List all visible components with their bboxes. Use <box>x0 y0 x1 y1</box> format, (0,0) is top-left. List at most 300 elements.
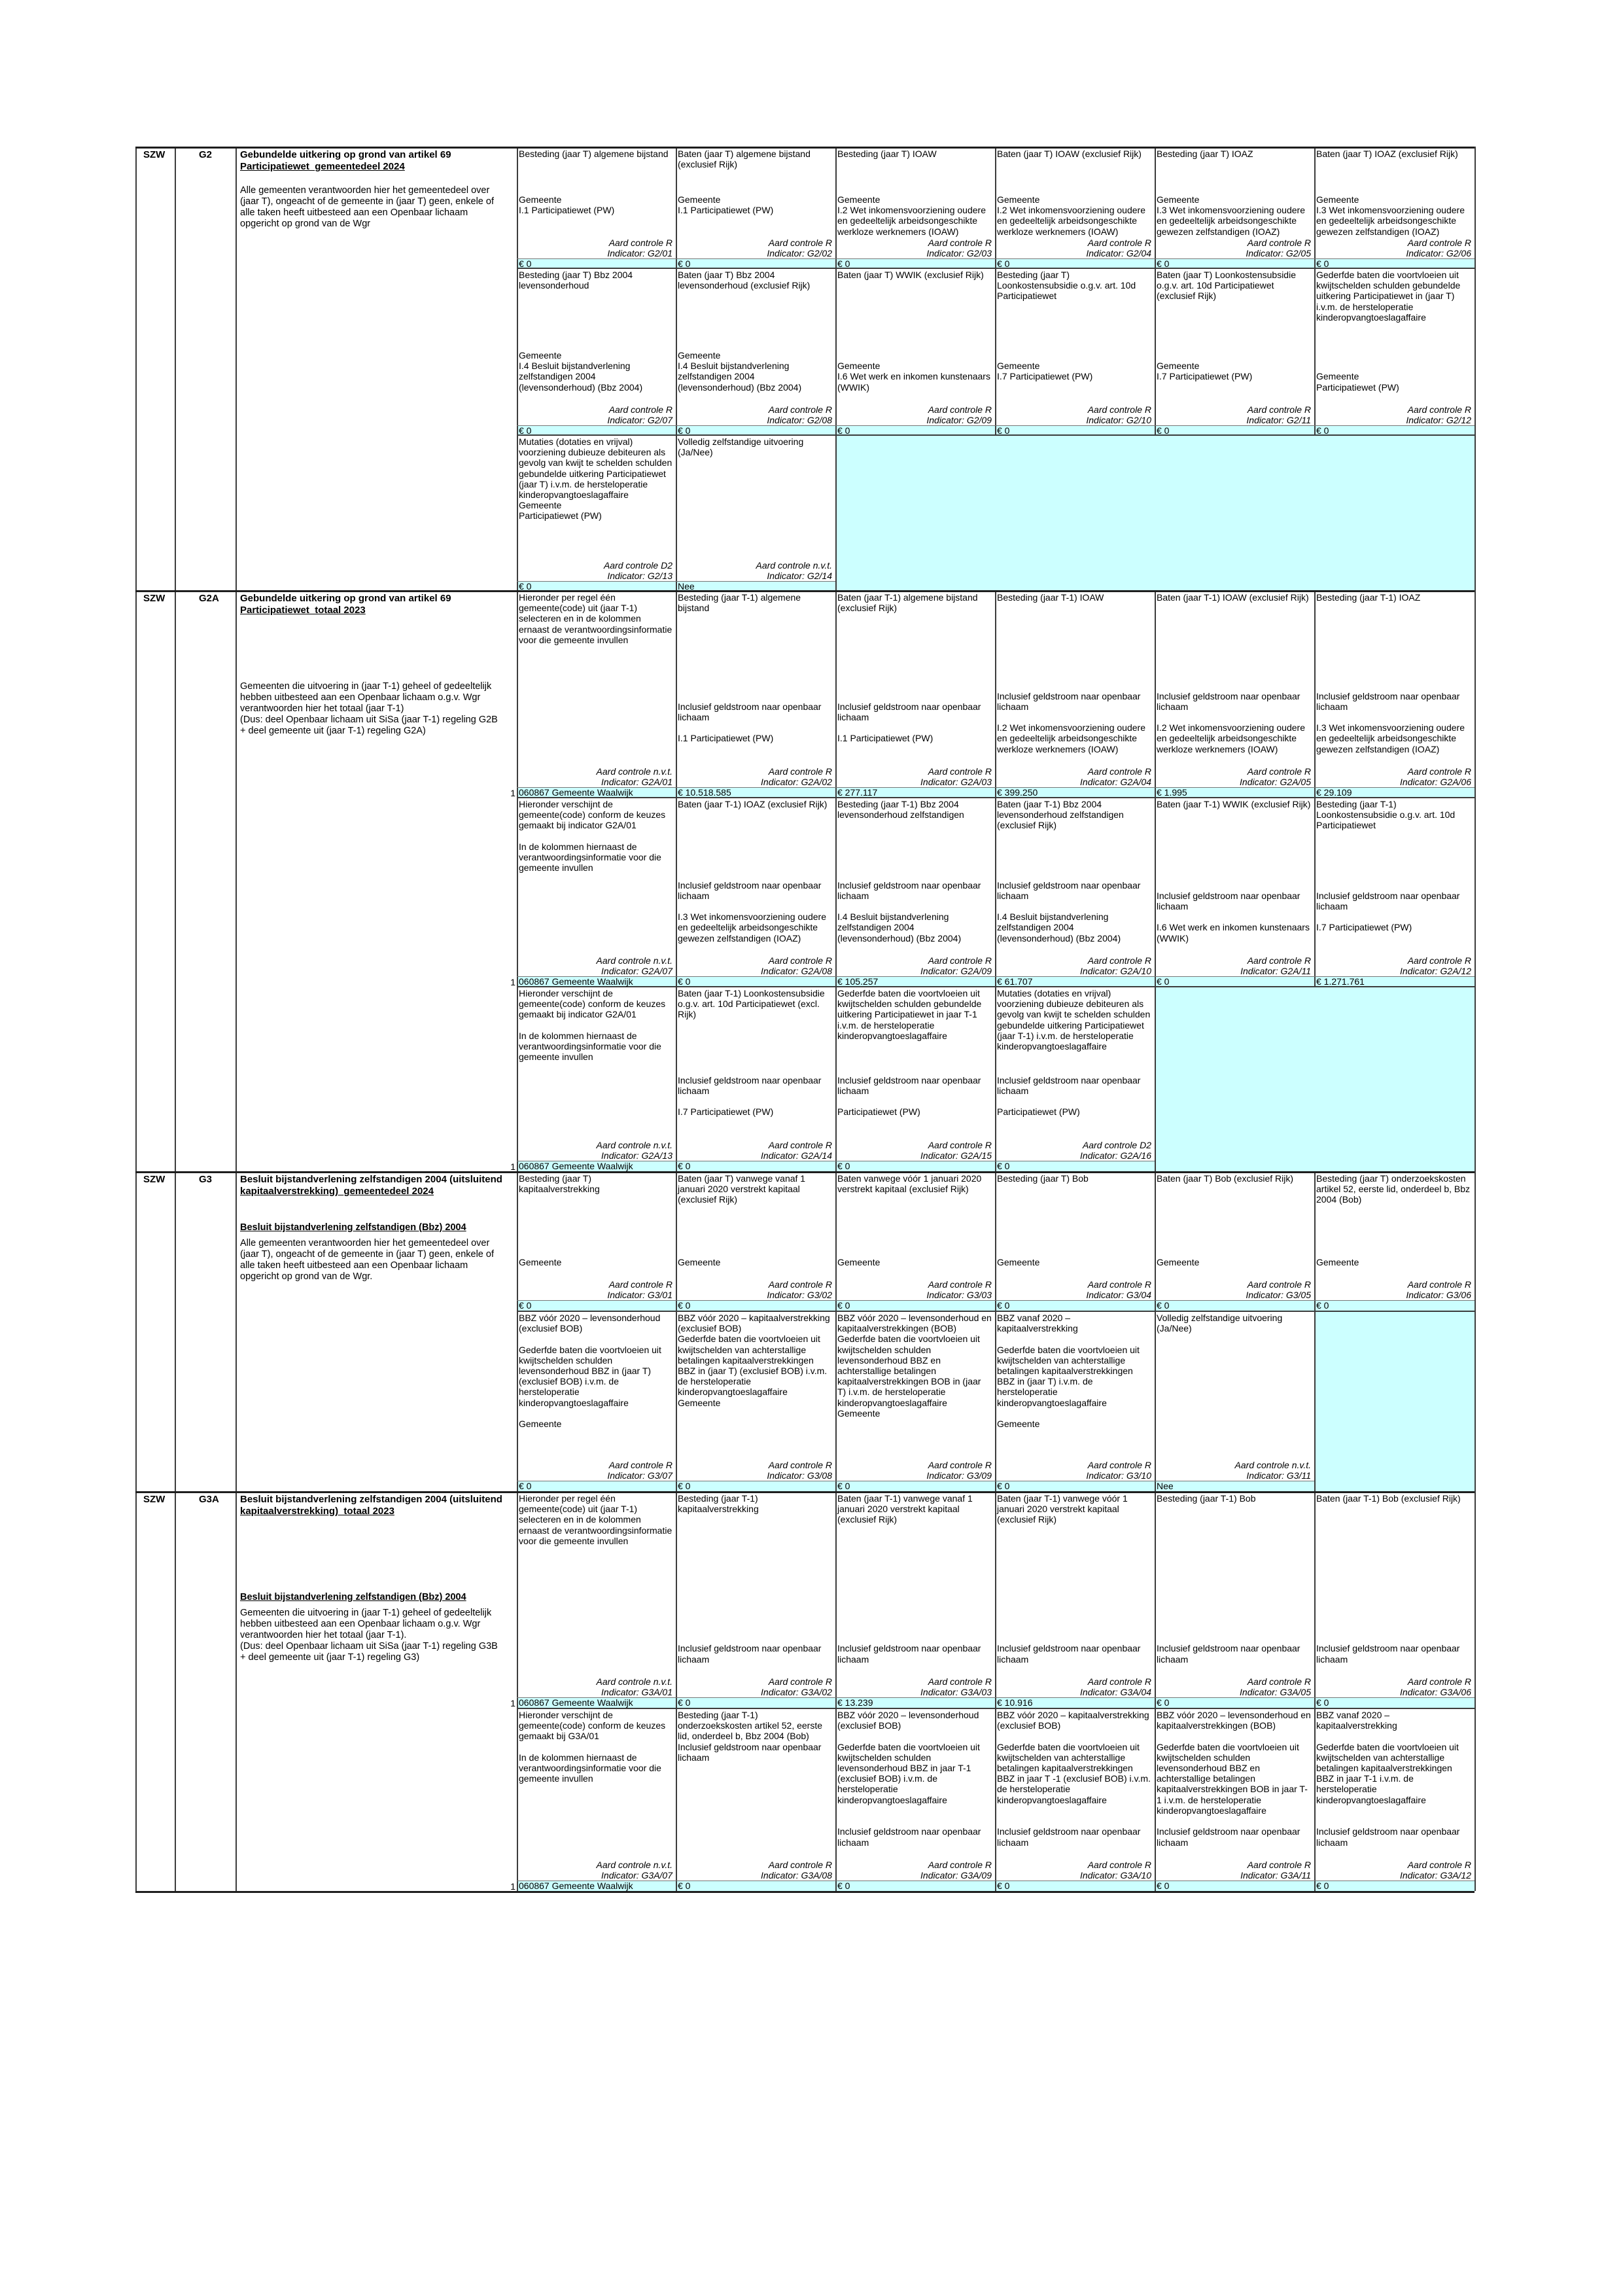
control-type: Aard controle R <box>1407 404 1471 415</box>
regulation-code: G3 <box>199 1174 213 1185</box>
indicator-code: Indicator: G3/04 <box>1086 1290 1151 1300</box>
control-type: Aard controle R <box>768 404 832 415</box>
indicator-value[interactable]: € 0 <box>678 1881 691 1891</box>
row-number: 1 <box>510 1161 515 1172</box>
indicator-value[interactable]: € 29.109 <box>1316 787 1352 798</box>
cell-label: Besteding (jaar T) onderzoekskosten artikel 52, eerste lid, onderdeel b, Bbz 2004 (Bob) <box>1316 1173 1471 1205</box>
indicator-code: Indicator: G2A/12 <box>1400 966 1471 976</box>
cell-sublabel: Gemeente I.7 Participatiewet (PW) <box>1157 361 1253 382</box>
cell-divider <box>995 147 996 268</box>
cell-sublabel: Inclusief geldstroom naar openbaar lichaam <box>1316 1643 1460 1665</box>
indicator-value[interactable]: 060867 Gemeente Waalwijk <box>519 1881 633 1891</box>
cell-sublabel: Gemeente Participatiewet (PW) <box>1316 371 1399 393</box>
indicator-value[interactable]: € 0 <box>837 1300 850 1311</box>
control-type: Aard controle R <box>928 1140 992 1150</box>
column-divider <box>135 147 137 1891</box>
indicator-cell <box>678 149 832 267</box>
ministry-label: SZW <box>143 593 166 604</box>
control-type: Aard controle R <box>768 1676 832 1687</box>
indicator-cell <box>519 270 672 434</box>
cell-label: Besteding (jaar T) Bbz 2004 levensonderhoud <box>519 270 633 291</box>
control-type: Aard controle R <box>928 1279 992 1290</box>
indicator-code: Indicator: G3/07 <box>607 1470 672 1481</box>
cell-label: Besteding (jaar T-1) Bbz 2004 levensonderhoud zelfstandigen <box>837 799 964 821</box>
indicator-cell <box>1157 1493 1311 1707</box>
indicator-value[interactable]: € 0 <box>1316 1881 1329 1891</box>
indicator-cell <box>519 436 672 590</box>
indicator-value[interactable]: 060867 Gemeente Waalwijk <box>519 976 633 987</box>
cell-label: Volledig zelfstandige uitvoering (Ja/Nee) <box>678 436 804 458</box>
indicator-cell <box>997 1710 1151 1890</box>
regulation-note <box>240 681 505 737</box>
indicator-value[interactable]: € 0 <box>678 976 691 987</box>
cell-sublabel: Gemeente I.2 Wet inkomensvoorziening oudere en gedeeltelijk arbeidsongeschikte werkloze werknemers (IOAW) <box>837 194 986 237</box>
indicator-cell <box>678 1173 832 1310</box>
control-type: Aard controle R <box>928 404 992 415</box>
cell-sublabel: Gemeente <box>1316 1256 1359 1267</box>
cell-label: BBZ vóór 2020 – levensonderhoud en kapitaalverstrekkingen (BOB) Gederfde baten die voortvloeien uit kwijtschelden schulden levensonderhoud BBZ en achterstallige betalingen kapitaalverstrekkingen BOB in (jaar T) i.v.m. de hersteloperatie kinderopvangtoeslagaffaire Gemeente <box>837 1313 992 1419</box>
cell-divider <box>676 1708 677 1891</box>
indicator-cell <box>837 1173 992 1310</box>
indicator-value[interactable]: Nee <box>678 581 695 592</box>
indicator-value[interactable]: € 13.239 <box>837 1697 873 1708</box>
indicator-code: Indicator: G3A/10 <box>1080 1870 1151 1881</box>
cell-sublabel: Gemeente I.1 Participatiewet (PW) <box>519 194 615 216</box>
cell-divider <box>1155 590 1156 797</box>
control-type: Aard controle D2 <box>1082 1140 1151 1150</box>
indicator-cell <box>837 1710 992 1890</box>
cell-label: Besteding (jaar T) IOAW <box>837 149 937 159</box>
indicator-code: Indicator: G3/10 <box>1086 1470 1151 1481</box>
control-type: Aard controle R <box>1247 766 1311 777</box>
indicator-code: Indicator: G2A/13 <box>601 1150 672 1161</box>
cell-label: Besteding (jaar T-1) Loonkostensubsidie o.g.v. art. 10d Participatiewet <box>1316 799 1456 831</box>
indicator-value[interactable]: € 0 <box>519 1481 532 1491</box>
column-divider <box>175 147 176 1891</box>
indicator-code: Indicator: G2A/14 <box>761 1150 832 1161</box>
indicator-value[interactable]: € 0 <box>837 1881 850 1891</box>
cell-sublabel: Inclusief geldstroom naar openbaar lichaam <box>837 1643 981 1665</box>
control-type: Aard controle R <box>1087 404 1151 415</box>
row-rule <box>517 268 1475 269</box>
control-type: Aard controle R <box>928 766 992 777</box>
indicator-cell <box>1157 149 1311 267</box>
control-type: Aard controle R <box>1087 1860 1151 1870</box>
cell-divider <box>676 797 677 986</box>
cell-sublabel: Inclusief geldstroom naar openbaar lichaam <box>997 1643 1141 1665</box>
control-type: Aard controle n.v.t. <box>1234 1460 1311 1470</box>
control-type: Aard controle R <box>928 955 992 966</box>
cell-label: Baten (jaar T) Bob (exclusief Rijk) <box>1157 1173 1294 1184</box>
indicator-code: Indicator: G2/03 <box>926 248 992 258</box>
title-line: kapitaalverstrekking)_gemeentedeel 2024 <box>240 1186 434 1197</box>
indicator-cell <box>837 799 992 985</box>
indicator-value[interactable]: Nee <box>1157 1481 1174 1491</box>
cell-label: Besteding (jaar T) IOAZ <box>1157 149 1253 159</box>
control-type: Aard controle R <box>1247 404 1311 415</box>
cell-divider <box>1155 1708 1156 1891</box>
regulation-note <box>240 1222 505 1282</box>
control-type: Aard controle R <box>1407 1860 1471 1870</box>
indicator-value[interactable]: € 0 <box>1157 258 1170 269</box>
regulation-title <box>240 149 505 173</box>
row-rule <box>517 1708 1475 1709</box>
indicator-value[interactable]: € 0 <box>997 425 1010 436</box>
cell-sublabel: Gemeente I.4 Besluit bijstandverlening zelfstandigen 2004 (levensonderhoud) (Bbz 2004) <box>519 350 643 393</box>
cell-divider <box>835 590 837 797</box>
indicator-code: Indicator: G2A/08 <box>761 966 832 976</box>
indicator-value[interactable]: € 1.995 <box>1157 787 1187 798</box>
indicator-value[interactable]: € 0 <box>519 1300 532 1311</box>
control-type: Aard controle R <box>1407 238 1471 248</box>
indicator-cell <box>519 1710 672 1890</box>
indicator-value[interactable]: € 0 <box>678 1697 691 1708</box>
indicator-value[interactable]: € 10.518.585 <box>678 787 731 798</box>
control-type: Aard controle R <box>1087 1460 1151 1470</box>
indicator-value[interactable]: € 0 <box>997 1161 1010 1171</box>
control-type: Aard controle R <box>1087 955 1151 966</box>
control-type: Aard controle R <box>1087 766 1151 777</box>
indicator-cell <box>519 149 672 267</box>
indicator-cell <box>837 988 992 1171</box>
indicator-cell <box>837 270 992 434</box>
row-number: 1 <box>510 977 515 987</box>
note-text: Gemeenten die uitvoering in (jaar T-1) geheel of gedeeltelijk hebben uitbesteed aan een Openbaar lichaam o.g.v. Wgr verantwoorden hier het totaal (jaar T-1). (Dus: deel Openbaar lichaam uit SiSa (jaar T-1) regeling G3B + deel gemeente uit (jaar T-1) regeling G3) <box>240 1608 498 1663</box>
control-type: Aard controle n.v.t. <box>596 766 672 777</box>
cell-label: Baten (jaar T-1) Bob (exclusief Rijk) <box>1316 1493 1461 1504</box>
cell-divider <box>1155 147 1156 268</box>
cell-sublabel: Gemeente <box>837 1256 881 1267</box>
control-type: Aard controle R <box>928 238 992 248</box>
indicator-value[interactable]: € 0 <box>519 258 532 269</box>
indicator-value[interactable]: € 0 <box>1316 425 1329 436</box>
cell-sublabel: Inclusief geldstroom naar openbaar lichaam I.1 Participatiewet (PW) <box>837 701 981 744</box>
control-type: Aard controle R <box>928 1676 992 1687</box>
cell-label: Besteding (jaar T-1) algemene bijstand <box>678 592 801 614</box>
note-text: Alle gemeenten verantwoorden hier het gemeentedeel over (jaar T), ongeacht of de gemeente in (jaar T) geen, enkele of alle taken heeft uitbesteed aan een Openbaar lichaam opgericht op grond van de Wgr <box>240 185 494 229</box>
control-type: Aard controle R <box>1247 1860 1311 1870</box>
indicator-value[interactable]: € 0 <box>1316 1697 1329 1708</box>
control-type: Aard controle R <box>608 1460 672 1470</box>
indicator-value[interactable]: € 277.117 <box>837 787 878 798</box>
ministry-label: SZW <box>143 1494 166 1505</box>
indicator-cell <box>519 1313 672 1491</box>
control-type: Aard controle R <box>1247 1279 1311 1290</box>
cell-divider <box>835 1171 837 1311</box>
indicator-cell <box>1316 799 1471 985</box>
indicator-code: Indicator: G3/06 <box>1406 1290 1471 1300</box>
empty-cell-fill <box>1155 986 1475 1171</box>
cell-divider <box>1155 1311 1156 1491</box>
indicator-code: Indicator: G3A/11 <box>1240 1870 1311 1881</box>
control-type: Aard controle n.v.t. <box>596 955 672 966</box>
indicator-code: Indicator: G2/10 <box>1086 415 1151 425</box>
control-type: Aard controle R <box>928 1860 992 1870</box>
cell-sublabel: Inclusief geldstroom naar openbaar lichaam Participatiewet (PW) <box>837 1074 981 1118</box>
indicator-cell <box>678 436 832 590</box>
control-type: Aard controle R <box>608 404 672 415</box>
indicator-cell <box>997 1493 1151 1707</box>
regulation-title <box>240 593 505 616</box>
cell-label: Besteding (jaar T) Bob <box>997 1173 1089 1184</box>
cell-label: BBZ vóór 2020 – levensonderhoud (exclusief BOB) Gederfde baten die voortvloeien uit kwijtschelden schulden levensonderhoud BBZ in jaar T-1 (exclusief BOB) i.v.m. de hersteloperatie kinderopvangtoeslagaffaire <box>837 1710 980 1805</box>
indicator-code: Indicator: G2A/05 <box>1240 777 1311 787</box>
indicator-value[interactable]: € 0 <box>997 1881 1010 1891</box>
cell-label: Baten vanwege vóór 1 januari 2020 verstrekt kapitaal (exclusief Rijk) <box>837 1173 982 1195</box>
cell-label: Baten (jaar T) IOAW (exclusief Rijk) <box>997 149 1142 159</box>
row-number: 1 <box>510 1881 515 1892</box>
note-text: Gemeenten die uitvoering in (jaar T-1) geheel of gedeeltelijk hebben uitbesteed aan een Openbaar lichaam o.g.v. Wgr verantwoorden hier het totaal (jaar T-1) (Dus: deel Openbaar lichaam uit SiSa (jaar T-1) regeling G2B + deel gemeente uit (jaar T-1) regeling G2A) <box>240 681 498 736</box>
indicator-value[interactable]: € 105.257 <box>837 976 879 987</box>
cell-divider <box>1155 986 1156 1171</box>
cell-label: BBZ vanaf 2020 – kapitaalverstrekking Gederfde baten die voortvloeien uit kwijtschelden van achterstallige betalingen kapitaalverstrekkingen BBZ in jaar T-1 i.v.m. de hersteloperatie kinderopvangtoeslagaffaire <box>1316 1710 1459 1805</box>
title-line: Gebundelde uitkering op grond van artikel 69 <box>240 149 451 160</box>
cell-divider <box>1314 1171 1316 1311</box>
indicator-cell <box>1316 270 1471 434</box>
cell-divider <box>1314 1491 1316 1708</box>
control-type: Aard controle R <box>1407 1676 1471 1687</box>
control-type: Aard controle R <box>1087 1676 1151 1687</box>
indicator-code: Indicator: G2/01 <box>607 248 672 258</box>
indicator-cell <box>837 1493 992 1707</box>
cell-label: Baten (jaar T-1) algemene bijstand (exclusief Rijk) <box>837 592 978 614</box>
control-type: Aard controle R <box>768 1140 832 1150</box>
cell-divider <box>1155 1171 1156 1311</box>
control-type: Aard controle n.v.t. <box>596 1140 672 1150</box>
indicator-value[interactable]: 060867 Gemeente Waalwijk <box>519 1697 633 1708</box>
cell-label: Besteding (jaar T-1) Bob <box>1157 1493 1256 1504</box>
control-type: Aard controle R <box>608 1279 672 1290</box>
cell-divider <box>1314 590 1316 797</box>
row-rule <box>517 1311 1475 1312</box>
indicator-code: Indicator: G2A/07 <box>601 966 672 976</box>
cell-divider <box>835 797 837 986</box>
indicator-code: Indicator: G3/08 <box>767 1470 832 1481</box>
indicator-value[interactable]: € 0 <box>519 581 532 592</box>
cell-divider <box>995 590 996 797</box>
cell-divider <box>1314 1708 1316 1891</box>
title-line: Participatiewet_totaal 2023 <box>240 605 366 616</box>
column-divider <box>1475 147 1476 1891</box>
cell-divider <box>1155 797 1156 986</box>
indicator-cell <box>997 270 1151 434</box>
cell-sublabel: Gemeente I.7 Participatiewet (PW) <box>997 361 1093 382</box>
cell-sublabel: Gemeente <box>678 1256 721 1267</box>
indicator-code: Indicator: G3A/06 <box>1400 1687 1471 1697</box>
indicator-value[interactable]: € 10.916 <box>997 1697 1033 1708</box>
cell-label: Baten (jaar T) vanwege vanaf 1 januari 2020 verstrekt kapitaal (exclusief Rijk) <box>678 1173 806 1205</box>
indicator-value[interactable]: € 0 <box>678 425 691 436</box>
indicator-cell <box>519 1493 672 1707</box>
cell-sublabel: Inclusief geldstroom naar openbaar lichaam I.3 Wet inkomensvoorziening oudere en gedeeltelijk arbeidsongeschikte gewezen zelfstandigen (IOAZ) <box>678 879 826 944</box>
note-title: Besluit bijstandverlening zelfstandigen (Bbz) 2004 <box>240 1222 466 1233</box>
indicator-value[interactable]: € 399.250 <box>997 787 1038 798</box>
indicator-code: Indicator: G2/14 <box>767 571 832 581</box>
indicator-value[interactable]: € 0 <box>678 1300 691 1311</box>
cell-sublabel: Inclusief geldstroom naar openbaar lichaam <box>997 1826 1141 1848</box>
cell-label: Gederfde baten die voortvloeien uit kwijtschelden schulden gebundelde uitkering Participatiewet in (jaar T) i.v.m. de hersteloperatie kinderopvangtoeslagaffaire <box>1316 270 1461 323</box>
indicator-value[interactable]: € 0 <box>1157 1881 1170 1891</box>
indicator-code: Indicator: G3A/12 <box>1400 1870 1471 1881</box>
indicator-cell <box>1157 592 1311 796</box>
cell-sublabel: Gemeente I.3 Wet inkomensvoorziening oudere en gedeeltelijk arbeidsongeschikte gewezen zelfstandigen (IOAZ) <box>1157 194 1305 237</box>
indicator-value[interactable]: € 0 <box>678 258 691 269</box>
cell-sublabel: Inclusief geldstroom naar openbaar lichaam I.7 Participatiewet (PW) <box>678 1074 822 1118</box>
control-type: Aard controle R <box>768 955 832 966</box>
indicator-cell <box>837 149 992 267</box>
indicator-value[interactable]: € 0 <box>1157 1300 1170 1311</box>
control-type: Aard controle R <box>768 766 832 777</box>
indicator-code: Indicator: G2A/06 <box>1400 777 1471 787</box>
indicator-value[interactable]: € 0 <box>1316 1300 1329 1311</box>
indicator-cell <box>678 592 832 796</box>
indicator-value[interactable]: 060867 Gemeente Waalwijk <box>519 1161 633 1171</box>
control-type: Aard controle R <box>1407 1279 1471 1290</box>
indicator-code: Indicator: G2/07 <box>607 415 672 425</box>
control-type: Aard controle R <box>768 238 832 248</box>
indicator-value[interactable]: € 0 <box>837 1161 850 1171</box>
control-type: Aard controle R <box>1247 955 1311 966</box>
cell-divider <box>995 1311 996 1491</box>
cell-divider <box>1314 1311 1316 1491</box>
indicator-cell <box>1316 149 1471 267</box>
cell-sublabel: Inclusief geldstroom naar openbaar lichaam I.7 Participatiewet (PW) <box>1316 890 1460 933</box>
cell-divider <box>676 986 677 1171</box>
cell-sublabel: Inclusief geldstroom naar openbaar lichaam I.2 Wet inkomensvoorziening oudere en gedeeltelijk arbeidsongeschikte werkloze werknemers (IOAW) <box>997 690 1145 754</box>
cell-sublabel: Inclusief geldstroom naar openbaar lichaam I.4 Besluit bijstandverlening zelfstandigen 2004 (levensonderhoud) (Bbz 2004) <box>837 879 981 944</box>
indicator-cell <box>1316 592 1471 796</box>
row-rule <box>517 434 1475 436</box>
indicator-code: Indicator: G3A/05 <box>1240 1687 1311 1697</box>
cell-sublabel: Inclusief geldstroom naar openbaar lichaam <box>1157 1826 1300 1848</box>
indicator-value[interactable]: € 0 <box>1157 976 1170 987</box>
indicator-value[interactable]: € 0 <box>1157 1697 1170 1708</box>
indicator-cell <box>997 1313 1151 1491</box>
cell-divider <box>676 434 677 590</box>
indicator-code: Indicator: G2/12 <box>1406 415 1471 425</box>
indicator-code: Indicator: G2A/09 <box>920 966 992 976</box>
regulation-code: G2A <box>199 593 219 604</box>
cell-label: Besteding (jaar T-1) IOAZ <box>1316 592 1421 603</box>
cell-divider <box>995 1491 996 1708</box>
ministry-label: SZW <box>143 1174 166 1185</box>
indicator-value[interactable]: € 0 <box>837 1481 850 1491</box>
indicator-value[interactable]: € 0 <box>997 1481 1010 1491</box>
control-type: Aard controle R <box>928 1460 992 1470</box>
control-type: Aard controle R <box>1407 955 1471 966</box>
indicator-code: Indicator: G2A/10 <box>1080 966 1151 976</box>
cell-label: Hieronder per regel één gemeente(code) uit (jaar T-1) selecteren en in de kolommen ernaast de verantwoordingsinformatie voor die gemeente invullen <box>519 1493 672 1546</box>
cell-divider <box>676 147 677 268</box>
cell-divider <box>995 268 996 434</box>
cell-divider <box>676 1491 677 1708</box>
indicator-code: Indicator: G3A/03 <box>920 1687 992 1697</box>
indicator-value[interactable]: € 0 <box>678 1161 691 1171</box>
indicator-value[interactable]: € 1.271.761 <box>1316 976 1365 987</box>
cell-label: Baten (jaar T) Loonkostensubsidie o.g.v. art. 10d Participatiewet (exclusief Rijk) <box>1157 270 1296 302</box>
note-text: Alle gemeenten verantwoorden hier het gemeentedeel over (jaar T), ongeacht of de gemeente in (jaar T) geen, enkele of alle taken heeft uitbesteed aan een Openbaar lichaam opgericht op grond van de Wgr. <box>240 1238 494 1282</box>
cell-sublabel: Inclusief geldstroom naar openbaar lichaam <box>837 1826 981 1848</box>
cell-divider <box>1314 147 1316 268</box>
indicator-cell <box>1316 1173 1471 1310</box>
cell-label: Baten (jaar T) WWIK (exclusief Rijk) <box>837 270 984 280</box>
cell-divider <box>835 147 837 268</box>
indicator-code: Indicator: G2A/04 <box>1080 777 1151 787</box>
control-type: Aard controle n.v.t. <box>596 1860 672 1870</box>
cell-divider <box>676 1171 677 1311</box>
cell-label: Baten (jaar T-1) WWIK (exclusief Rijk) <box>1157 799 1311 809</box>
indicator-cell <box>997 149 1151 267</box>
indicator-cell <box>1157 1173 1311 1310</box>
cell-label: Hieronder verschijnt de gemeente(code) conform de keuzes gemaakt bij indicator G2A/01 In de kolommen hiernaast de verantwoordingsinformatie voor die gemeente invullen <box>519 799 666 874</box>
cell-sublabel: Inclusief geldstroom naar openbaar lichaam I.6 Wet werk en inkomen kunstenaars (WWIK) <box>1157 890 1310 944</box>
indicator-cell <box>519 592 672 796</box>
indicator-code: Indicator: G3A/04 <box>1080 1687 1151 1697</box>
regulation-note <box>240 1592 505 1663</box>
cell-label: Mutaties (dotaties en vrijval) voorziening dubieuze debiteuren als gevolg van kwijt te schelden schulden gebundelde uitkering Participatiewet (jaar T-1) i.v.m. de hersteloperatie kinderopvangtoeslagaffaire <box>997 988 1151 1052</box>
indicator-code: Indicator: G3A/08 <box>761 1870 832 1881</box>
column-divider <box>517 147 518 1891</box>
regulation-code: G2 <box>199 149 213 160</box>
empty-cell-fill <box>835 434 1475 590</box>
indicator-value[interactable]: € 0 <box>837 258 850 269</box>
indicator-code: Indicator: G2/06 <box>1406 248 1471 258</box>
cell-divider <box>676 268 677 434</box>
cell-label: BBZ vanaf 2020 – kapitaalverstrekking Gederfde baten die voortvloeien uit kwijtschelden van achterstallige betalingen kapitaalverstrekkingen BBZ in (jaar T) i.v.m. de hersteloperatie kinderopvangtoeslagaffaire Gemeente <box>997 1313 1140 1430</box>
cell-label: Besteding (jaar T-1) IOAW <box>997 592 1104 603</box>
indicator-value[interactable]: 060867 Gemeente Waalwijk <box>519 787 633 798</box>
control-type: Aard controle R <box>608 238 672 248</box>
control-type: Aard controle R <box>1087 238 1151 248</box>
control-type: Aard controle R <box>1247 1676 1311 1687</box>
regulation-note <box>240 185 505 230</box>
indicator-cell <box>519 799 672 985</box>
cell-divider <box>1314 797 1316 986</box>
indicator-code: Indicator: G2A/11 <box>1240 966 1311 976</box>
cell-label: Volledig zelfstandige uitvoering (Ja/Nee) <box>1157 1313 1283 1334</box>
ministry-label: SZW <box>143 149 166 160</box>
indicator-value[interactable]: € 0 <box>678 1481 691 1491</box>
cell-label: Gederfde baten die voortvloeien uit kwijtschelden schulden gebundelde uitkering Participatiewet in jaar T-1 i.v.m. de hersteloperatie kinderopvangtoeslagaffaire <box>837 988 982 1041</box>
indicator-value[interactable]: € 0 <box>997 258 1010 269</box>
cell-sublabel: Inclusief geldstroom naar openbaar lichaam I.4 Besluit bijstandverlening zelfstandigen 2004 (levensonderhoud) (Bbz 2004) <box>997 879 1141 944</box>
cell-sublabel: Inclusief geldstroom naar openbaar lichaam <box>1316 1826 1460 1848</box>
control-type: Aard controle n.v.t. <box>756 560 832 571</box>
cell-divider <box>995 986 996 1171</box>
indicator-code: Indicator: G3A/01 <box>601 1687 672 1697</box>
cell-label: Besteding (jaar T) algemene bijstand <box>519 149 669 159</box>
column-divider <box>236 147 237 1891</box>
indicator-value[interactable]: € 0 <box>997 1300 1010 1311</box>
title-line: Gebundelde uitkering op grond van artikel 69 <box>240 593 451 604</box>
indicator-code: Indicator: G3/11 <box>1246 1470 1311 1481</box>
indicator-value[interactable]: € 61.707 <box>997 976 1033 987</box>
cell-label: Baten (jaar T) IOAZ (exclusief Rijk) <box>1316 149 1458 159</box>
regulation-title <box>240 1494 505 1517</box>
cell-divider <box>995 1171 996 1311</box>
indicator-value[interactable]: € 0 <box>1316 258 1329 269</box>
control-type: Aard controle R <box>768 1279 832 1290</box>
indicator-value[interactable]: € 0 <box>837 425 850 436</box>
indicator-code: Indicator: G3/03 <box>926 1290 992 1300</box>
indicator-value[interactable]: € 0 <box>1157 425 1170 436</box>
indicator-value[interactable]: € 0 <box>519 425 532 436</box>
control-type: Aard controle D2 <box>603 560 672 571</box>
cell-divider <box>835 434 837 590</box>
cell-sublabel: Inclusief geldstroom naar openbaar lichaam I.2 Wet inkomensvoorziening oudere en gedeeltelijk arbeidsongeschikte werkloze werknemers (IOAW) <box>1157 690 1305 754</box>
indicator-cell <box>678 799 832 985</box>
cell-sublabel: Gemeente I.2 Wet inkomensvoorziening oudere en gedeeltelijk arbeidsongeschikte werkloze werknemers (IOAW) <box>997 194 1145 237</box>
